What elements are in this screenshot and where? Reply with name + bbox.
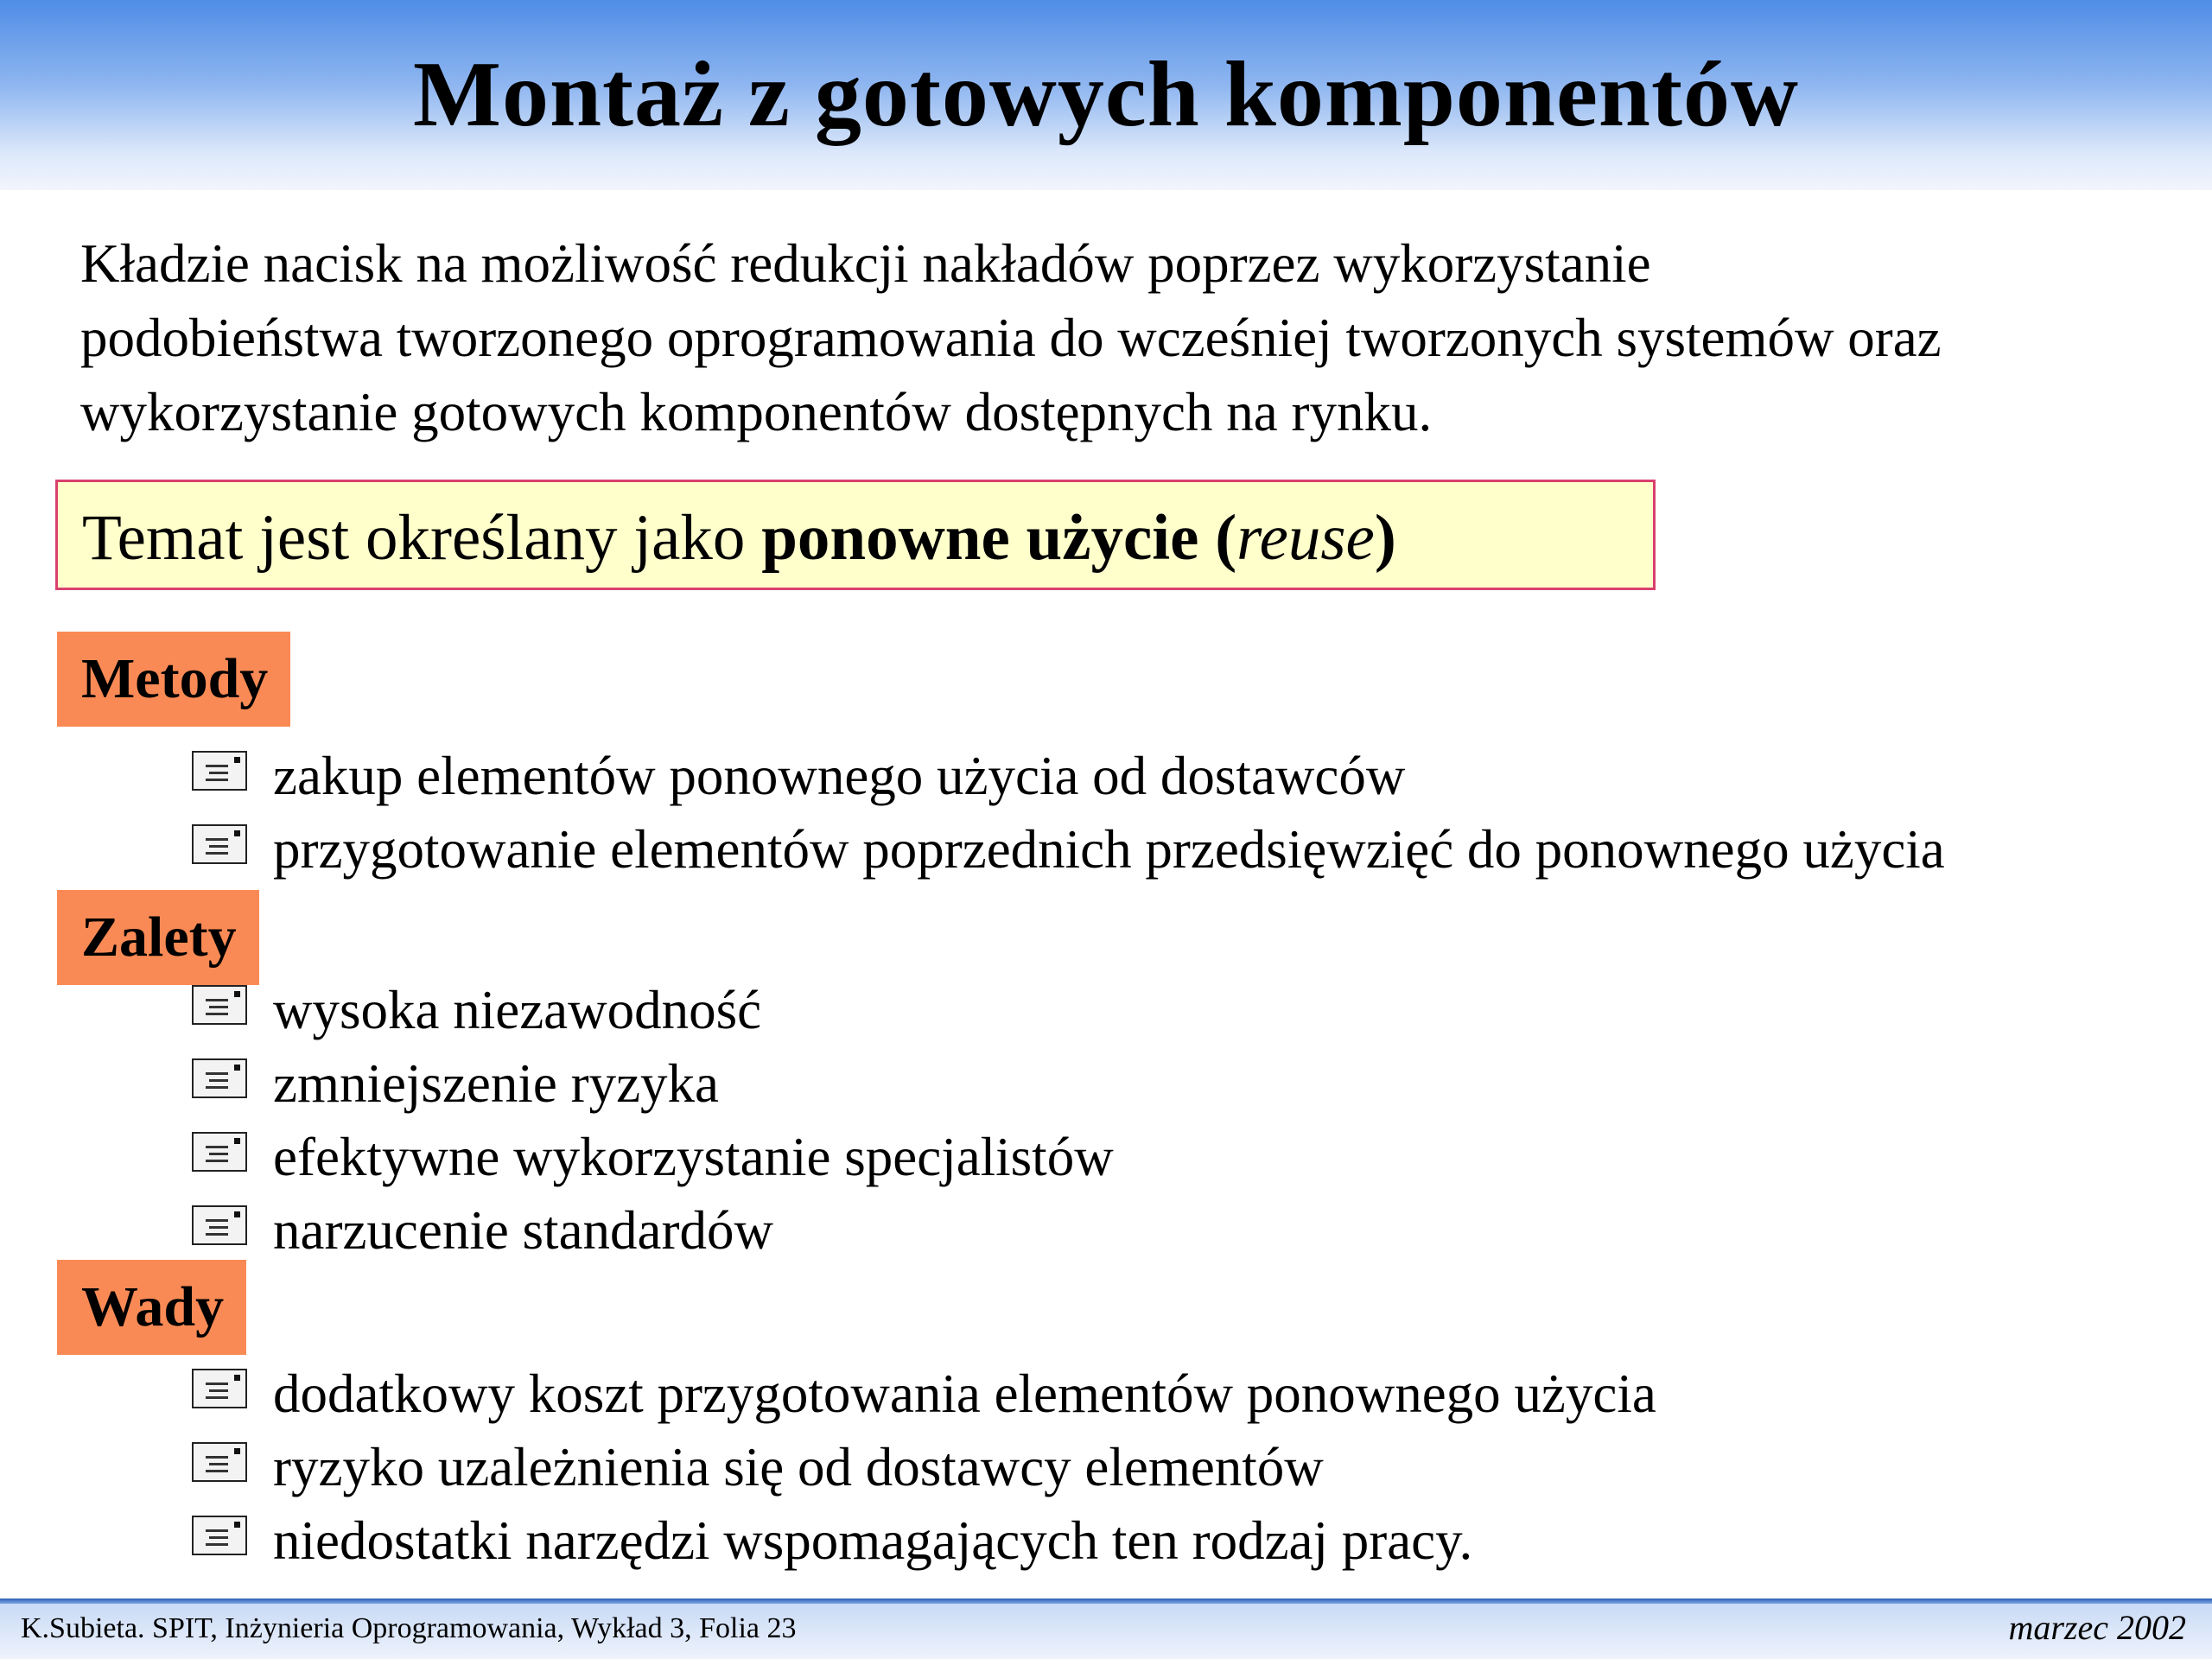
slide-title: Montaż z gotowych komponentów (413, 43, 1799, 146)
document-lines-icon (192, 1132, 247, 1172)
document-lines-icon (192, 1205, 247, 1245)
intro-line: wykorzystanie gotowych komponentów dostępnych na rynku. (80, 382, 1433, 442)
callout-prefix: Temat jest określany jako (82, 502, 762, 574)
callout-bold-term: ponowne użycie (761, 502, 1199, 574)
callout-italic-term: reuse (1236, 502, 1375, 574)
document-lines-icon (192, 1058, 247, 1098)
list-item-text: przygotowanie elementów poprzednich przedsięwzięć do ponownego użycia (273, 819, 1945, 880)
document-lines-icon (192, 1369, 247, 1408)
callout-paren-open: ( (1198, 502, 1237, 574)
footer-source: K.Subieta. SPIT, Inżynieria Oprogramowania, Wykład 3, Folia 23 (21, 1612, 797, 1644)
intro-line: podobieństwa tworzonego oprogramowania do wcześniej tworzonych systemów oraz (80, 308, 1942, 368)
document-lines-icon (192, 824, 247, 864)
section-label-drawbacks: Wady (57, 1260, 246, 1355)
reuse-callout-box (55, 480, 1656, 590)
document-lines-icon (192, 1516, 247, 1555)
document-lines-icon (192, 1442, 247, 1482)
callout-paren-close: ) (1374, 502, 1396, 574)
list-item-text: zmniejszenie ryzyka (273, 1053, 719, 1114)
list-item-text: dodatkowy koszt przygotowania elementów ponownego użycia (273, 1363, 1656, 1424)
footer-date: marzec 2002 (2008, 1608, 2186, 1647)
list-item-text: narzucenie standardów (273, 1200, 773, 1261)
list-item-text: zakup elementów ponownego użycia od dostawców (273, 746, 1406, 806)
document-lines-icon (192, 985, 247, 1025)
callout-text (82, 501, 1396, 575)
document-lines-icon (192, 751, 247, 791)
list-item-text: efektywne wykorzystanie specjalistów (273, 1127, 1114, 1187)
intro-paragraph (80, 226, 2189, 449)
list-item-text: wysoka niezawodność (273, 980, 762, 1040)
intro-line: Kładzie nacisk na możliwość redukcji nakładów poprzez wykorzystanie (80, 233, 1651, 294)
list-item-text: niedostatki narzędzi wspomagających ten rodzaj pracy. (273, 1510, 1473, 1571)
section-label-methods: Metody (57, 632, 290, 727)
list-item-text: ryzyko uzależnienia się od dostawcy elementów (273, 1437, 1324, 1497)
section-label-advantages: Zalety (57, 890, 259, 985)
